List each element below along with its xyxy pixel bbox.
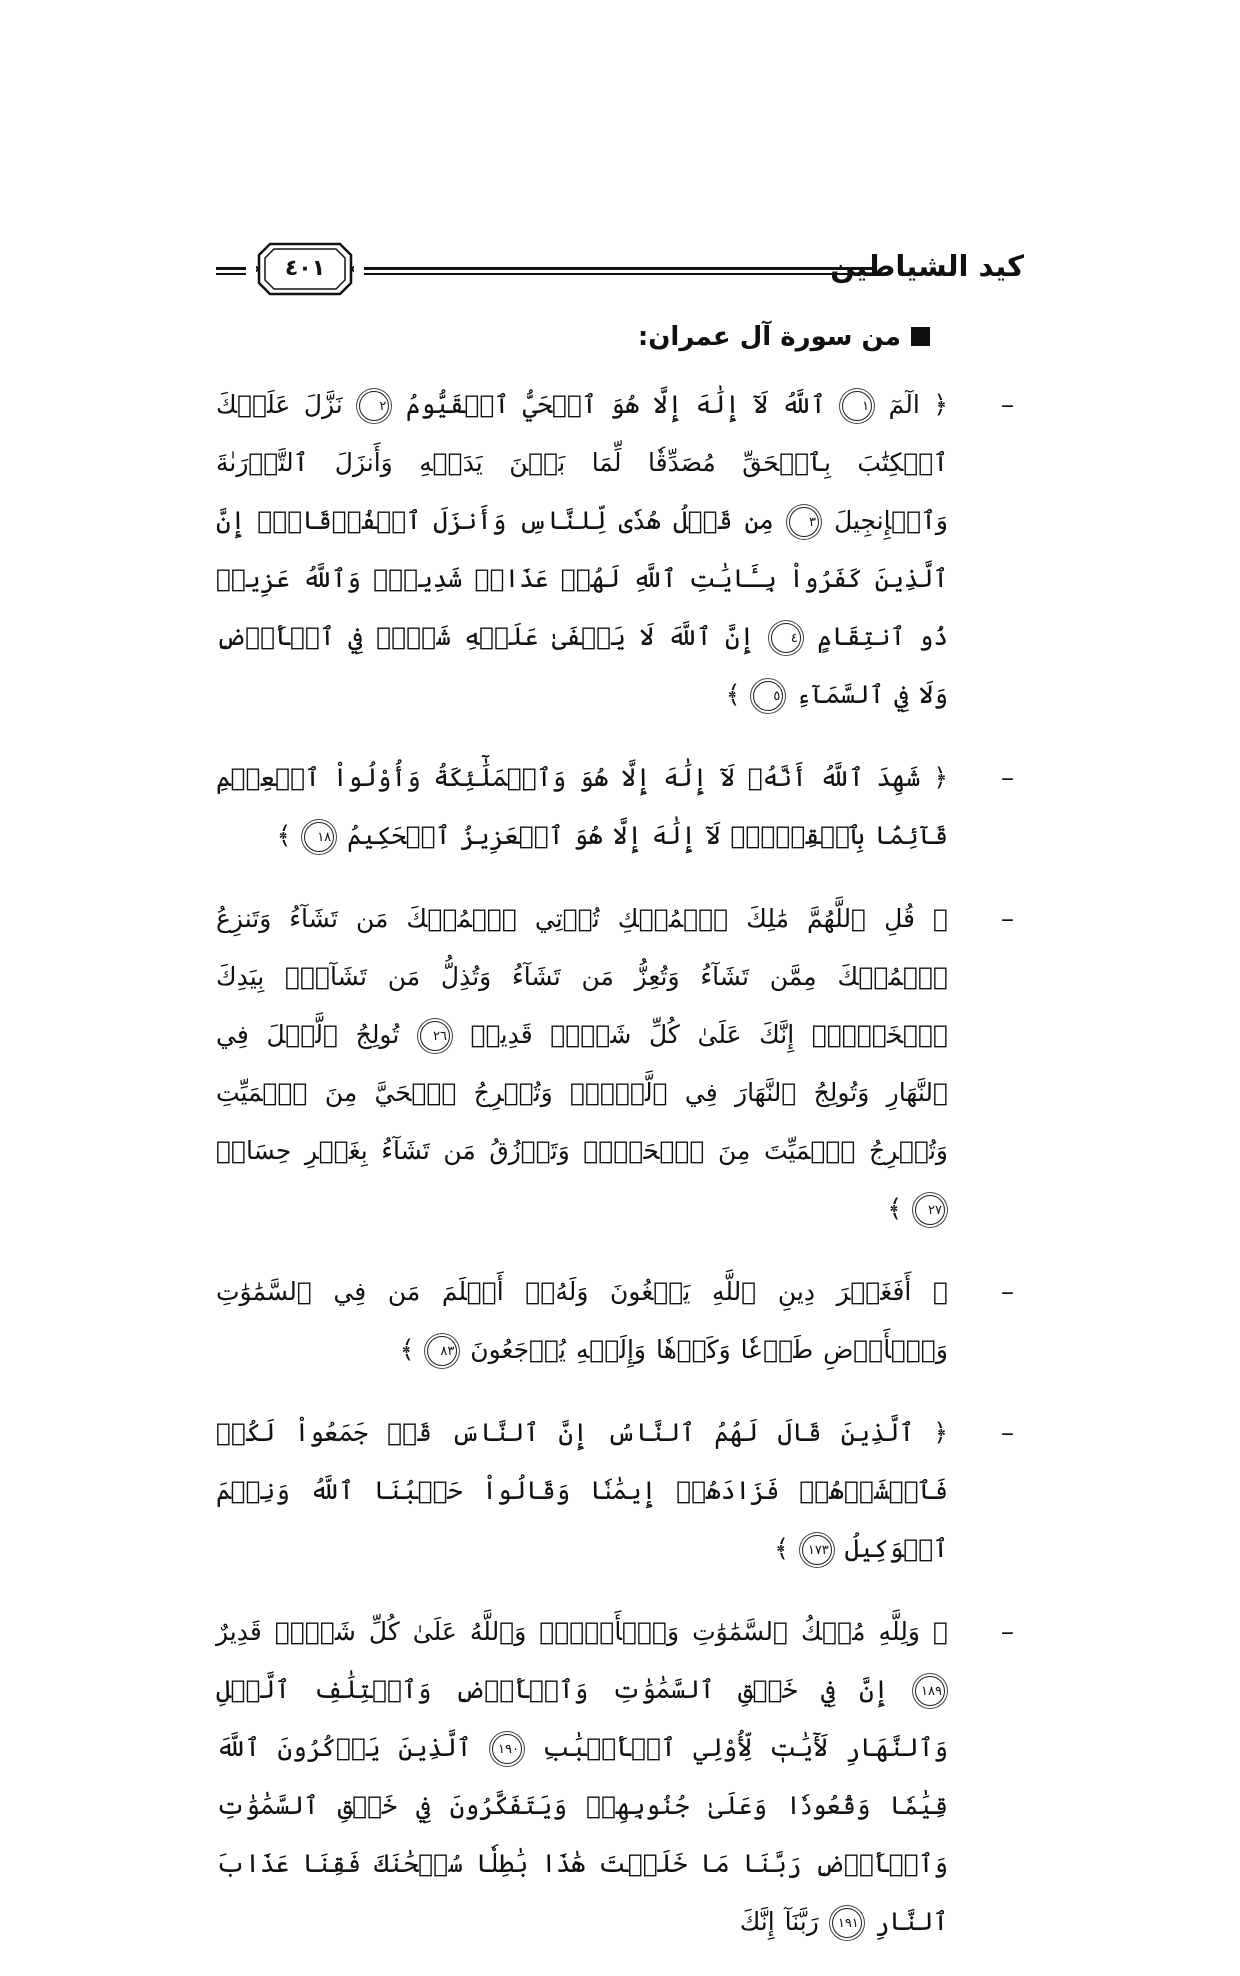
verse-text (216, 376, 948, 724)
square-bullet-icon (911, 327, 930, 346)
verse-segment: ٱلَّذِينَ يَذۡكُرُونَ ٱللَّهَ قِيَٰمٗا وَقُعُودٗا وَعَلَىٰ جُنُوبِهِمۡ وَيَتَفَكَّرُونَ فِي خَلۡقِ ٱلسَّمَٰوَٰتِ وَٱلۡأَرۡضِ رَبَّنَا مَا خَلَقۡتَ هَٰذَا بَٰطِلٗا سُبۡحَٰنَكَ فَقِنَا عَذَابَ ٱلنَّارِ (216, 1733, 948, 1936)
verse-text (216, 890, 948, 1238)
ayah-number-marker: ١٨ (304, 822, 334, 852)
ayah-number-marker: ٢ (359, 391, 389, 421)
ornate-bracket: ﴾ (399, 1335, 415, 1364)
ornate-bracket: ﴾ (725, 680, 741, 709)
page-number-frame (256, 241, 354, 297)
ornate-bracket: ﴿ (933, 1617, 949, 1646)
section-heading (638, 318, 930, 356)
header-rule (364, 267, 876, 275)
ornate-bracket: ﴾ (774, 1534, 789, 1563)
ayah-number-marker: ٥ (753, 681, 783, 711)
verse-block (216, 1404, 1024, 1578)
header-rule-end (216, 267, 246, 275)
verse-segment: مِن قَبۡلُ هُدٗى لِّلنَّاسِ وَأَنزَلَ ٱلۡفُرۡقَانَۗ إِنَّ ٱلَّذِينَ كَفَرُواْ بِـَٔايَٰتِ ٱللَّهِ لَهُمۡ عَذَابٞ شَدِيدٞۗ وَٱللَّهُ عَزِيزٞ ذُو ٱنتِقَامٍ (216, 506, 948, 651)
verse-segment: شَهِدَ ٱللَّهُ أَنَّهُۥ لَآ إِلَٰهَ إِلَّا هُوَ وَٱلۡمَلَٰٓئِكَةُ وَأُوْلُواْ ٱلۡعِلۡمِ قَآئِمَۢا بِٱلۡقِسۡطِۚ لَآ إِلَٰهَ إِلَّا هُوَ ٱلۡعَزِيزُ ٱلۡحَكِيمُ (216, 763, 948, 850)
ayah-number-marker: ١٧٣ (802, 1535, 832, 1565)
dash-bullet: – (1001, 1418, 1014, 1448)
verse-segment: وَلِلَّهِ مُلۡكُ ٱلسَّمَٰوَٰتِ وَٱلۡأَرۡضِۗ وَٱللَّهُ عَلَىٰ كُلِّ شَيۡءٖ قَدِيرٌ (216, 1617, 920, 1646)
ornate-bracket: ﴿ (932, 904, 948, 933)
ornate-bracket: ﴿ (933, 1418, 948, 1447)
verse-segment: ٱللَّهُ لَآ إِلَٰهَ إِلَّا هُوَ ٱلۡحَيُّ ٱلۡقَيُّومُ (405, 390, 826, 419)
verse-block (216, 376, 1024, 724)
verse-segment: ٱلَّذِينَ قَالَ لَهُمُ ٱلنَّاسُ إِنَّ ٱلنَّاسَ قَدۡ جَمَعُواْ لَكُمۡ فَٱخۡشَوۡهُمۡ فَزَادَهُمۡ إِيمَٰنٗا وَقَالُواْ حَسۡبُنَا ٱللَّهُ وَنِعۡمَ ٱلۡوَكِيلُ (216, 1418, 948, 1563)
verse-text (216, 1404, 948, 1578)
verse-block (216, 1603, 1024, 1951)
verse-segment: إِنَّ ٱللَّهَ لَا يَخۡفَىٰ عَلَيۡهِ شَيۡءٞ فِي ٱلۡأَرۡضِ وَلَا فِي ٱلسَّمَآءِ (216, 622, 948, 709)
verse-segment: الٓمٓ (888, 390, 920, 419)
verse-text (216, 1603, 948, 1951)
verse-segment: إِنَّ فِي خَلۡقِ ٱلسَّمَٰوَٰتِ وَٱلۡأَرۡضِ وَٱخۡتِلَٰفِ ٱلَّيۡلِ وَٱلنَّهَارِ لَأٓيَٰتٖ لِّأُوْلِي ٱلۡأَلۡبَٰبِ (216, 1675, 948, 1762)
ayah-number-marker: ٤ (771, 623, 801, 653)
verse-segment: رَبَّنَآ إِنَّكَ (739, 1907, 819, 1936)
section-heading-text: من سورة آل عمران: (637, 322, 901, 352)
page-number: ٤٠١ (284, 256, 326, 281)
verse-text (216, 749, 948, 865)
ornate-bracket: ﴾ (276, 821, 292, 850)
verse-text (216, 1263, 948, 1379)
ayah-number-marker: ٢٧ (915, 1195, 945, 1225)
ornate-bracket: ﴿ (933, 763, 949, 792)
verse-block (216, 890, 1024, 1238)
book-title: كيد الشياطين (830, 249, 1024, 283)
ornate-bracket: ﴿ (933, 390, 949, 419)
ayah-number-marker: ٣ (789, 507, 819, 537)
verse-segment: نَزَّلَ عَلَيۡكَ ٱلۡكِتَٰبَ بِٱلۡحَقِّ مُصَدِّقٗا لِّمَا بَيۡنَ يَدَيۡهِ وَأَنزَلَ ٱلتَّوۡرَىٰةَ وَٱلۡإِنجِيلَ (216, 390, 948, 535)
ayah-number-marker: ١٩١ (832, 1908, 862, 1938)
ayah-number-marker: ١٨٩ (915, 1676, 945, 1706)
verse-segment: تُولِجُ ٱلَّيۡلَ فِي ٱلنَّهَارِ وَتُولِجُ ٱلنَّهَارَ فِي ٱلَّيۡلِۖ وَتُخۡرِجُ ٱلۡحَيَّ مِنَ ٱلۡمَيِّتِ وَتُخۡرِجُ ٱلۡمَيِّتَ مِنَ ٱلۡحَيِّۖ وَتَرۡزُقُ مَن تَشَآءُ بِغَيۡرِ حِسَابٖ (216, 1020, 948, 1165)
verse-block (216, 1263, 1024, 1379)
dash-bullet: – (1001, 763, 1014, 793)
ayah-number-marker: ١٩٠ (492, 1734, 522, 1764)
dash-bullet: – (1001, 1277, 1014, 1307)
verse-list (216, 376, 1024, 1976)
dash-bullet: – (1001, 390, 1014, 420)
ayah-number-marker: ٨٣ (427, 1336, 457, 1366)
ayah-number-marker: ١ (842, 391, 872, 421)
ayah-number-marker: ٢٦ (420, 1021, 450, 1051)
dash-bullet: – (1001, 904, 1014, 934)
dash-bullet: – (1001, 1617, 1014, 1647)
ornate-bracket: ﴾ (887, 1194, 903, 1223)
verse-segment: أَفَغَيۡرَ دِينِ ٱللَّهِ يَبۡغُونَ وَلَهُۥٓ أَسۡلَمَ مَن فِي ٱلسَّمَٰوَٰتِ وَٱلۡأَرۡضِ طَوۡعٗا وَكَرۡهٗا وَإِلَيۡهِ يُرۡجَعُونَ (216, 1277, 948, 1364)
running-header (216, 240, 1024, 300)
verse-block (216, 749, 1024, 865)
ornate-bracket: ﴿ (932, 1277, 948, 1306)
verse-segment: قُلِ ٱللَّهُمَّ مَٰلِكَ ٱلۡمُلۡكِ تُؤۡتِي ٱلۡمُلۡكَ مَن تَشَآءُ وَتَنزِعُ ٱلۡمُلۡكَ مِمَّن تَشَآءُ وَتُعِزُّ مَن تَشَآءُ وَتُذِلُّ مَن تَشَآءُۖ بِيَدِكَ ٱلۡخَيۡرُۖ إِنَّكَ عَلَىٰ كُلِّ شَيۡءٖ قَدِيرٞ (216, 904, 948, 1049)
